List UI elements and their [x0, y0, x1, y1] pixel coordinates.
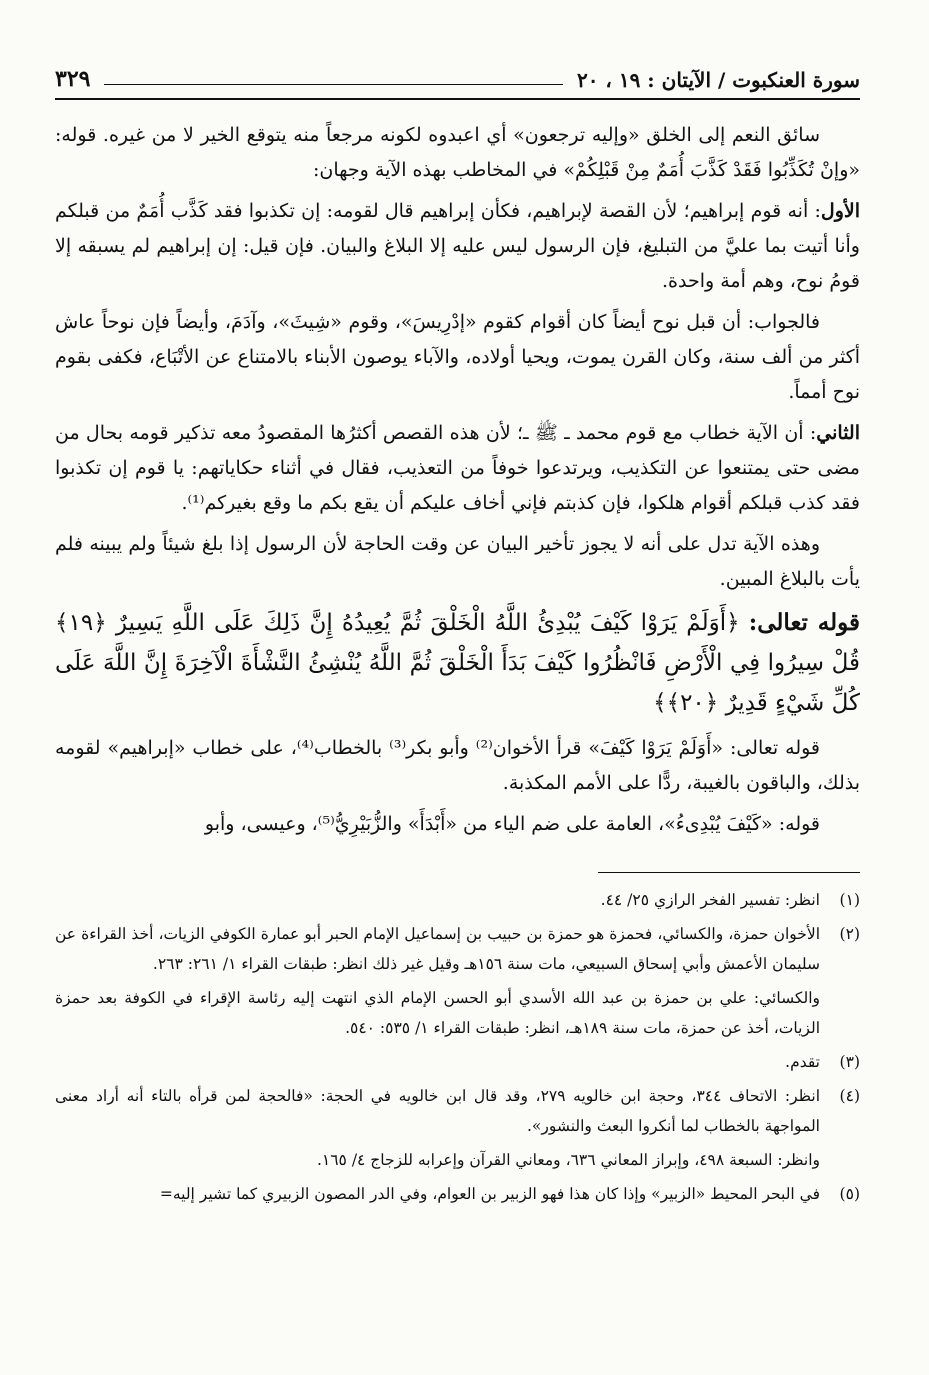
verse-text: ﴿أَوَلَمْ يَرَوْا كَيْفَ يُبْدِئُ اللَّهُ الْخَلْقَ ثُمَّ يُعِيدُهُ إِنَّ ذَلِكَ عَلَى اللَّهِ يَسِيرٌ ﴿١٩﴾ قُلْ سِيرُوا فِي الْأَرْضِ فَانْظُرُوا كَيْفَ بَدَأَ الْخَلْقَ ثُمَّ اللَّهُ يُنْشِئُ النَّشْأَةَ الْآخِرَةَ إِنَّ اللَّهَ عَلَى كُلِّ شَيْءٍ قَدِيرٌ ﴿٢٠﴾﴾ [55, 610, 860, 716]
footnote-separator [598, 872, 860, 873]
paragraph [55, 807, 860, 842]
footnote-text: انظر: تفسير الفخر الرازي ٢٥/ ٤٤. [600, 891, 820, 909]
paragraph-lead: الأول [820, 200, 860, 222]
footnote-number: (٣) [839, 1053, 860, 1071]
paragraph [55, 731, 860, 801]
footnote-continuation: والكسائي: علي بن حمزة بن عبد الله الأسدي أبو الحسن الإمام الذي انتهت إليه رئاسة الإقراء في الكوفة بعد حمزة الزيات، أخذ عن حمزة، مات سنة ١٨٩هـ، انظر: طبقات القراء ١/ ٥٣٥: ٥٤٠. [55, 989, 820, 1037]
page-number: ٣٢٩ [55, 66, 91, 92]
paragraph-text: : أن الآية خطاب مع قوم محمد ـ ﷺ ـ؛ لأن هذه القصص أكثرُها المقصودُ معه تذكير قومه بحال من مضى حتى يمتنعوا عن التكذيب، ويرتدعوا خوفاً من التعذيب، فقال في أثناء حكاياتهم: يا قوم إن تكذبوا فقد كذب قبلكم أقوام هلكوا، فإن كذبتم فإني أخاف عليكم أن يقع بكم ما وقع بغيركم⁽¹⁾. [55, 422, 860, 514]
footnote [55, 885, 860, 915]
paragraph [55, 118, 860, 188]
paragraph-text: : أنه قوم إبراهيم؛ لأن القصة لإبراهيم، فكأن إبراهيم قال لقومه: إن تكذبوا فقد كَذَّب أُمَمٌ من قبلكم وأنا أتيت بما عليَّ من التبليغ، فإن الرسول ليس عليه إلا البلاغ والبيان. فإن قيل: إن إبراهيم لم يسبقه إلا قومُ نوح، وهم أمة واحدة. [55, 200, 860, 292]
main-text [55, 118, 860, 842]
footnote [55, 1179, 860, 1209]
footnote-continuation: وانظر: السبعة ٤٩٨، وإبراز المعاني ٦٣٦، ومعاني القرآن وإعرابه للزجاج ٤/ ١٦٥. [316, 1151, 820, 1169]
footnote-number: (١) [839, 891, 860, 909]
footnote-number: (٢) [839, 925, 860, 943]
header-divider [55, 98, 860, 100]
paragraph-text: قوله تعالى: «أَوَلَمْ يَرَوْا كَيْفَ» قرأ الأخوان⁽²⁾ وأبو بكر⁽³⁾ بالخطاب⁽⁴⁾، على خطاب «إبراهيم» لقومه بذلك، والباقون بالغيبة، ردًّا على الأمم المكذبة. [55, 737, 860, 794]
footnote-text: تقدم. [785, 1053, 820, 1071]
footnote-text: في البحر المحيط «الزبير» وإذا كان هذا فهو الزبير بن العوام، وفي الدر المصون الزبيري كما تشير إليه= [159, 1185, 820, 1203]
header-rule [104, 84, 563, 85]
header-title: سورة العنكبوت / الآيتان : ١٩ ، ٢٠ [576, 68, 860, 92]
quran-verse [55, 603, 860, 723]
running-header [55, 58, 860, 92]
paragraph-text: وهذه الآية تدل على أنه لا يجوز تأخير البيان عن وقت الحاجة لأن الرسول إذا بلغ شيئاً ولم يبينه فلم يأت بالبلاغ المبين. [55, 533, 860, 590]
footnotes [55, 885, 860, 1209]
footnote-number: (٤) [839, 1087, 860, 1105]
paragraph-text: قوله: «كَيْفَ يُبْدِىءُ»، العامة على ضم الياء من «أَبْدَأَ» والزُّبَيْرِيُّ⁽⁵⁾، وعيسى، وأبو [204, 813, 820, 835]
footnote [55, 1047, 860, 1077]
footnote [55, 1081, 860, 1141]
paragraph-text: فالجواب: أن قبل نوح أيضاً كان أقوام كقوم «إدْرِيسَ»، وقوم «شِيثَ»، وآدَمَ، وأيضاً فإن نوحاً عاش أكثر من ألف سنة، وكان القرن يموت، ويحيا أولاده، والآباء يوصون الأبناء بالامتناع عن الأتْبَاع، فكفى بقوم نوح أمماً. [55, 311, 860, 403]
paragraph [55, 416, 860, 521]
paragraph-text: سائق النعم إلى الخلق «وإليه ترجعون» أي اعبدوه لكونه مرجعاً منه يتوقع الخير لا من غيره. قوله: «وإنْ تُكَذِّبُوا فَقَدْ كَذَّبَ أُمَمٌ مِنْ قَبْلِكُمْ» في المخاطب بهذه الآية وجهان: [55, 124, 860, 181]
paragraph [55, 305, 860, 410]
page [55, 58, 860, 1213]
paragraph [55, 527, 860, 597]
verse-lead: قوله تعالى: [748, 609, 861, 636]
paragraph [55, 194, 860, 299]
footnote-text: الأخوان حمزة، والكسائي، فحمزة هو حمزة بن حبيب بن إسماعيل الإمام الحبر أبو عمارة الكوفي الزيات، أخذ القراءة عن سليمان الأعمش وأبي إسحاق السبيعي، مات سنة ١٥٦هـ وقيل غير ذلك انظر: طبقات القراء ١/ ٢٦١: ٢٦٣. [55, 925, 820, 973]
footnote-text: انظر: الاتحاف ٣٤٤، وحجة ابن خالويه ٢٧٩، وقد قال ابن خالويه في الحجة: «فالحجة لمن قرأه بالتاء أنه أراد معنى المواجهة بالخطاب لما أنكروا البعث والنشور». [55, 1087, 820, 1135]
footnote-number: (٥) [839, 1185, 860, 1203]
paragraph-lead: الثاني [816, 422, 860, 444]
footnote [55, 919, 860, 979]
